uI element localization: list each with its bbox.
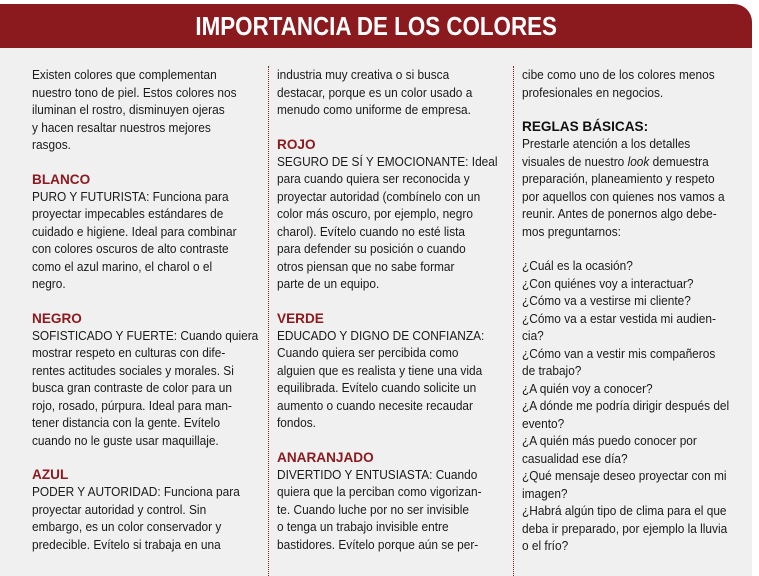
text-line: iluminan el rostro, disminuyen ojeras [32,102,225,117]
text-line: color más oscuro, por ejemplo, negro [277,206,473,221]
text-line: charol). Evítelo cuando no esté lista [277,223,466,239]
text-line: alguien que es realista y tiene una vida [277,362,483,378]
text-line: proyectar impecables estándares de [32,206,224,221]
text-line: predecible. Evítelo si trabaja en una [32,536,221,552]
section-heading-anaranjado: ANARANJADO [277,449,374,465]
text-line: cuidado e higiene. Ideal para combinar [32,223,237,239]
text-line: proyectar autoridad (combínelo con un [277,188,481,204]
text-line: embargo, es un color conservador y [32,519,222,534]
text-line: bastidores. Evítelo porque aún se per- [277,536,479,552]
section-heading-negro: NEGRO [32,310,82,326]
reglas-line-2: visuales de nuestro look demuestra [522,153,709,169]
text-line: deba ir preparado, por ejemplo la lluvia [522,520,728,536]
reglas-paragraph [522,135,754,170]
azul-paragraph [32,483,264,553]
text-line: ¿Cuál es la ocasión? [522,258,633,273]
text-line: ¿Cómo va a vestirse mi cliente? [522,293,691,308]
text-line: de trabajo? [522,363,582,378]
questions-list [522,257,754,555]
text-line: o el frío? [522,538,569,553]
rojo-paragraph [277,153,507,293]
reglas-line-1: Prestarle atención a los detalles [522,136,691,151]
text-line: rojo, rosado, púrpura. Ideal para man- [32,397,232,413]
section-heading-blanco: BLANCO [32,171,91,187]
section-heading-reglas: REGLAS BÁSICAS: [522,119,649,134]
text-line: reunir. Antes de ponernos algo debe- [522,206,717,221]
text-line: destacar, porque es un color usado a [277,84,473,100]
blanco-paragraph [32,188,264,293]
text-line: ¿Cómo va a estar vestida mi audien- [522,310,716,326]
text-line: mostrar respeto en culturas con dife- [32,345,226,360]
title-banner [0,4,752,48]
negro-paragraph [32,327,264,450]
text-line: ¿Qué mensaje deseo proyectar con mi [522,468,727,483]
text-line: como el azul marino, el charol o el [32,258,213,274]
text-line: tener distancia con la gente. Evítelo [32,415,221,430]
text-line: rasgos. [32,137,71,152]
column-divider-1 [268,66,269,576]
text-line: proyectar autoridad y control. Sin [32,501,207,517]
anaranjado-paragraph [277,466,507,554]
text-line: cia? [522,328,544,343]
text-line: busca gran contraste de color para un [32,380,232,395]
text-line: o tenga un trabajo invisible entre [277,519,449,534]
text-line: ¿A quién voy a conocer? [522,380,653,396]
section-heading-azul: AZUL [32,467,69,482]
text-line: Cuando quiera ser percibida como [277,345,459,360]
text-line: parte de un equipo. [277,276,380,291]
text-line: fondos. [277,415,316,430]
section-heading-rojo: ROJO [277,136,316,152]
text-line: DIVERTIDO Y ENTUSIASTA: Cuando [277,466,478,482]
text-line: para cuando quiera ser reconocida y [277,171,470,186]
text-line: casualidad ese día? [522,450,628,466]
column-2 [277,66,507,553]
text-line: preparación, planeamiento y respeto [522,171,715,186]
text-line: mos preguntarnos: [522,223,621,239]
text-line: rentes actitudes sociales y morales. Si [32,362,234,378]
text-line: SOFISTICADO Y FUERTE: Cuando quiera [32,327,259,343]
column-divider-2 [513,66,514,576]
text-line: equilibrada. Evítelo cuando solicite un [277,380,477,395]
text-line: aumento o cuando necesite recaudar [277,397,473,413]
text-line: ¿Cómo van a vestir mis compañeros [522,345,716,361]
anaranjado-continuation [522,66,754,101]
column-1 [32,66,264,553]
section-heading-verde: VERDE [277,310,324,326]
column-3 [522,66,754,555]
text-line: menudo como uniforme de empresa. [277,102,471,117]
text-line: por aquellos con quienes nos vamos a [522,188,725,204]
text-line: SEGURO DE SÍ Y EMOCIONANTE: Ideal [277,153,498,169]
text-line: ¿A quién más puedo conocer por [522,433,697,448]
text-line: industria muy creativa o si busca [277,67,450,82]
text-line: EDUCADO Y DIGNO DE CONFIANZA: [277,327,485,343]
text-line: con colores oscuros de alto contraste [32,241,229,256]
text-line: nuestro tono de piel. Estos colores nos [32,84,237,100]
text-line: Existen colores que complementan [32,67,217,82]
text-line: imagen? [522,485,568,501]
text-line: PURO Y FUTURISTA: Funciona para [32,188,229,204]
text-line: quiera que la perciban como vigorizan- [277,484,482,499]
page-title: IMPORTANCIA DE LOS COLORES [195,10,557,41]
azul-continuation [277,66,507,119]
text-line: ¿A dónde me podría dirigir después del [522,398,730,413]
text-line: ¿Habrá algún tipo de clima para el que [522,503,727,518]
text-line: te. Cuando luche por no ser invisible [277,501,469,517]
text-line: negro. [32,276,66,291]
text-line: ¿Con quiénes voy a interactuar? [522,275,694,291]
text-line: para defender su posición o cuando [277,241,466,256]
intro-paragraph [32,66,264,154]
verde-paragraph [277,327,507,432]
text-line: profesionales en negocios. [522,84,664,100]
text-line: cibe como uno de los colores menos [522,67,715,82]
text-line: evento? [522,415,565,431]
text-line: cuando no le guste usar maquillaje. [32,432,219,448]
text-line: y hacen resaltar nuestros mejores [32,119,211,135]
reglas-paragraph-rest [522,170,754,240]
text-line: PODER Y AUTORIDAD: Funciona para [32,484,240,499]
text-line: otros piensan que no sabe formar [277,258,455,274]
